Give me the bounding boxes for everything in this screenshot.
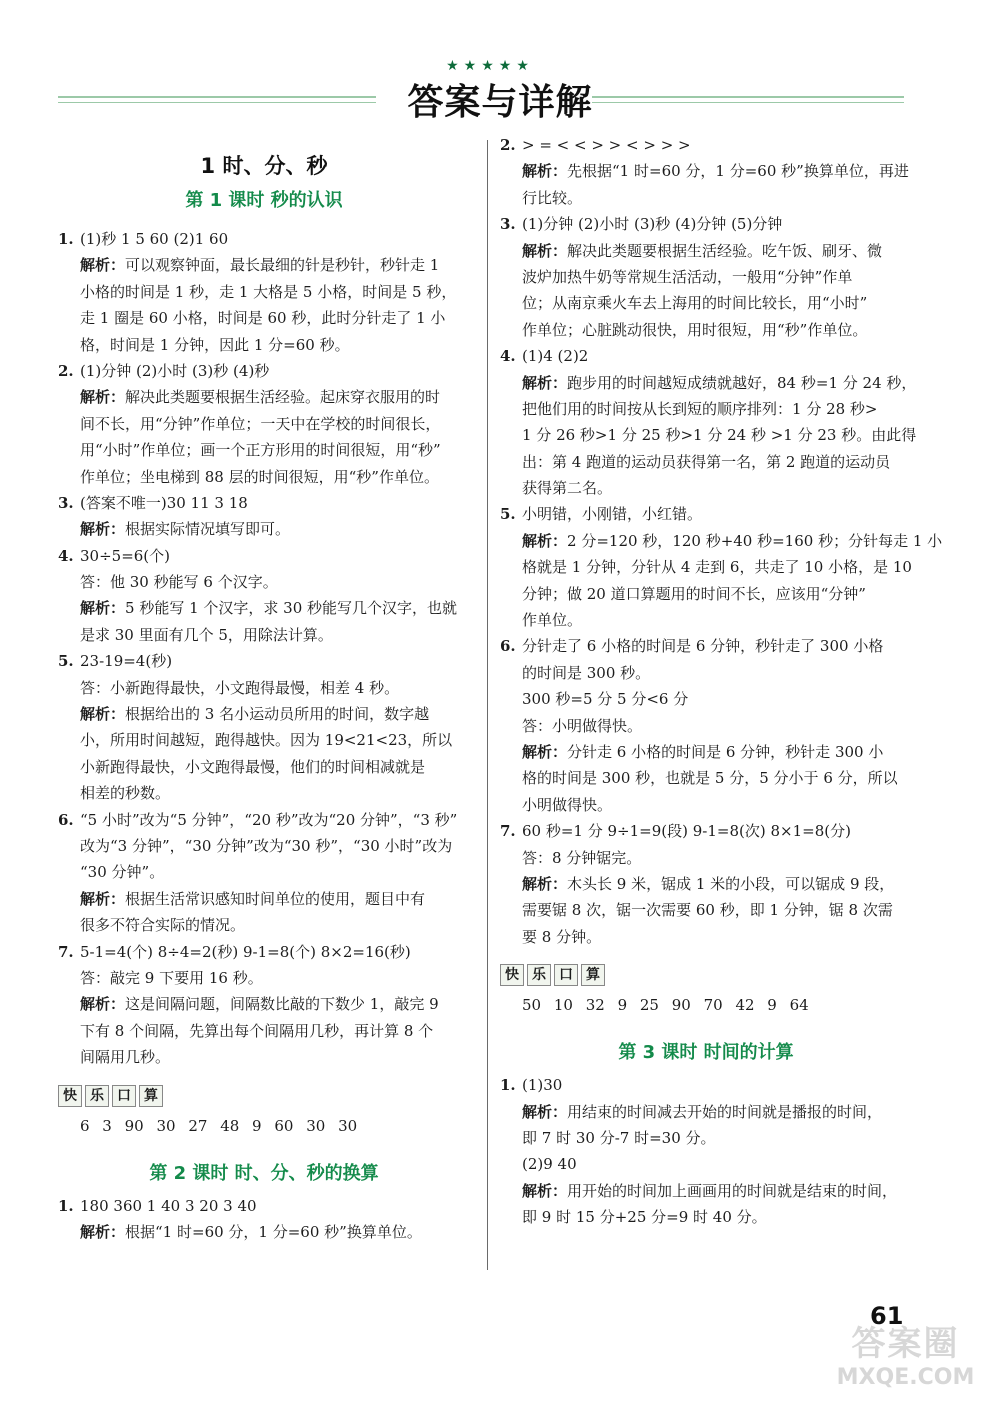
answer-item [500,633,912,818]
analysis-text: 需要锯 8 次，锯一次需要 60 秒，即 1 分钟，锯 8 次需 [522,901,893,920]
analysis-text: 分针走 6 小格的时间是 6 分钟，秒针走 300 小 [567,742,884,761]
answer-item [58,543,470,649]
page-header [0,0,1000,130]
answer-text: (答案不唯一)30 11 3 18 [80,493,248,512]
answer-text: 300 秒=5 分 5 分<6 分 [522,690,689,709]
mental-math-char: 乐 [527,964,551,986]
analysis-text: 间隔用几秒。 [80,1048,171,1067]
reply-text: 答：小新跑得最快，小文跑得最慢，相差 4 秒。 [80,678,400,697]
analysis-text: 出：第 4 跑道的运动员获得第一名，第 2 跑道的运动员 [522,452,891,471]
analysis-text: 波炉加热牛奶等常规生活活动，一般用“分钟”作单 [522,267,853,286]
item-number: 3. [500,215,516,234]
answer-item [500,1072,912,1230]
answer-text: 改为“3 分钟”，“30 分钟”改为“30 秒”，“30 小时”改为 [80,836,453,855]
analysis-text: 位；从南京乘火车去上海用的时间比较长，用“小时” [522,294,868,313]
answer-item [500,343,917,501]
item-number: 2. [500,136,516,154]
answer-text: (2)9 40 [522,1155,577,1174]
answer-text: 小明错，小刚错，小红错。 [522,505,703,524]
watermark-url: MXQE.COM [836,1365,975,1390]
mental-math-heading [58,1081,470,1111]
analysis-text: 走 1 圈是 60 小格，时间是 60 秒，此时分针走了 1 小 [80,309,446,328]
analysis-text: 把他们用的时间按从长到短的顺序排列：1 分 28 秒> [522,399,878,418]
mental-math-answers: 6 3 90 30 27 48 9 60 30 30 [80,1116,358,1135]
header-rule-right-2 [592,102,904,103]
reply-text: 答：他 30 秒能写 6 个汉字。 [80,573,278,592]
analysis-label: 解析： [522,1102,568,1121]
header-rule-right [592,96,904,98]
lesson-title: 第 3 课时 时间的计算 [618,1042,794,1064]
answer-text: (1)30 [522,1076,563,1095]
mental-math-char: 算 [581,964,605,986]
answer-item [58,226,470,358]
analysis-text: 小，所用时间越短，跑得越快。因为 19<21<23，所以 [80,731,453,750]
right-column [500,132,943,1230]
mental-math-char: 算 [139,1085,163,1107]
analysis-text: 用开始的时间加上画画用的时间就是结束的时间， [567,1181,898,1200]
answer-text: (1)4 (2)2 [522,347,589,366]
answer-text: (1)分钟 (2)小时 (3)秒 (4)秒 [80,361,270,380]
answer-text: 5-1=4(个) 8÷4=2(秒) 9-1=8(个) 8×2=16(秒) [80,942,411,961]
page-title: 答案与详解 [407,82,593,123]
analysis-text: 即 7 时 30 分-7 时=30 分。 [522,1128,716,1147]
analysis-text: 跑步用的时间越短成绩就越好，84 秒=1 分 24 秒， [567,373,917,392]
analysis-label: 解析： [80,599,126,618]
item-number: 1. [58,230,74,248]
analysis-label: 解析： [80,705,126,724]
mental-math-char: 口 [112,1085,136,1107]
item-number: 5. [58,652,74,671]
answer-text: “30 分钟”。 [80,863,165,882]
analysis-text: 要 8 分钟。 [522,927,602,946]
analysis-text: 用结束的时间减去开始的时间就是播报的时间， [567,1102,883,1121]
item-number: 5. [500,505,516,524]
analysis-text: 即 9 时 15 分+25 分=9 时 40 分。 [522,1208,767,1227]
watermark [818,1316,993,1396]
analysis-label: 解析： [522,162,568,181]
analysis-text: 分钟；做 20 道口算题用的时间不长，应该用“分钟” [522,584,866,603]
item-number: 2. [58,361,74,380]
analysis-label: 解析： [80,1222,126,1241]
analysis-label: 解析： [522,531,568,550]
analysis-text: 先根据“1 时=60 分，1 分=60 秒”换算单位，再进 [567,162,909,181]
item-number: 7. [500,822,516,841]
analysis-text: 解决此类题要根据生活经验。起床穿衣服用的时 [125,388,441,407]
analysis-label: 解析： [522,742,568,761]
mental-math-char: 快 [58,1085,82,1107]
analysis-text: 5 秒能写 1 个汉字，求 30 秒能写几个汉字，也就 [125,599,458,618]
analysis-label: 解析： [80,256,126,275]
analysis-text: 小格的时间是 1 秒，走 1 大格是 5 小格，时间是 5 秒， [80,282,457,301]
analysis-text: 作单位；心脏跳动很快，用时很短，用“秒”作单位。 [522,320,868,339]
item-number: 1. [58,1196,74,1215]
header-rule-left [58,96,376,98]
analysis-text: 根据生活常识感知时间单位的使用，题目中有 [125,889,426,908]
answer-text: 的时间是 300 秒。 [522,663,651,682]
item-number: 1. [500,1076,516,1095]
analysis-label: 解析： [80,388,126,407]
analysis-text: 作单位。 [522,611,583,630]
answer-item [500,818,912,950]
answer-text: 60 秒=1 分 9÷1=9(段) 9-1=8(次) 8×1=8(分) [522,822,851,841]
analysis-text: 可以观察钟面，最长最细的针是秒针，秒针走 1 [125,256,440,275]
answer-item [58,1193,470,1246]
analysis-text: 行比较。 [522,188,583,207]
mental-math-char: 口 [554,964,578,986]
analysis-text: 获得第二名。 [522,479,613,498]
header-rule-left-2 [58,102,376,103]
answer-item [500,132,912,211]
answer-text: “5 小时”改为“5 分钟”，“20 秒”改为“20 分钟”，“3 秒” [80,810,458,829]
answer-text: 分针走了 6 小格的时间是 6 分钟，秒针走了 300 小格 [522,637,884,656]
column-divider [487,140,488,1270]
analysis-text: 小新跑得最快，小文跑得最慢，他们的时间相减就是 [80,757,426,776]
reply-text: 答：8 分钟锯完。 [522,848,642,867]
spacer [500,1020,912,1034]
lesson-title: 第 1 课时 秒的认识 [185,190,343,211]
page-number: 61 [870,1302,904,1330]
item-number: 7. [58,942,74,961]
analysis-label: 解析： [522,373,568,392]
answer-text: (1)分钟 (2)小时 (3)秒 (4)分钟 (5)分钟 [522,215,783,234]
analysis-text: 格，时间是 1 分钟，因此 1 分=60 秒。 [80,335,350,354]
analysis-text: 根据给出的 3 名小运动员所用的时间，数字越 [125,705,430,724]
analysis-text: 木头长 9 米，锯成 1 米的小段，可以锯成 9 段， [567,874,895,893]
analysis-text: 小明做得快。 [522,795,613,814]
analysis-text: 根据实际情况填写即可。 [125,520,291,539]
item-number: 4. [58,546,74,565]
stars-decoration: ★★★★★ [446,58,534,74]
analysis-label: 解析： [80,520,126,539]
item-number: 6. [58,810,74,829]
item-number: 4. [500,347,516,366]
spacer [58,1071,470,1081]
analysis-text: 2 分=120 秒，120 秒+40 秒=160 秒；分针每走 1 小 [567,531,943,550]
lesson-title: 第 2 课时 时、分、秒的换算 [149,1162,379,1184]
item-number: 3. [58,493,74,512]
answer-item [500,501,943,633]
answer-item [58,490,470,543]
analysis-text: 下有 8 个间隔，先算出每个间隔用几秒，再计算 8 个 [80,1021,434,1040]
mental-math-char: 乐 [85,1085,109,1107]
item-number: 6. [500,637,516,656]
chapter-title: 1 时、分、秒 [200,154,328,178]
answer-item [58,939,470,1071]
analysis-text: 很多不符合实际的情况。 [80,916,246,935]
analysis-text: 这是间隔问题，间隔数比敲的下数少 1，敲完 9 [125,995,439,1014]
answer-text: 30÷5=6(个) [80,546,171,565]
analysis-text: 格就是 1 分钟，分针从 4 走到 6，共走了 10 小格，是 10 [522,558,912,577]
analysis-text: 间不长，用“分钟”作单位；一天中在学校的时间很长， [80,414,441,433]
spacer [500,950,912,960]
analysis-label: 解析： [522,241,568,260]
analysis-text: 用“小时”作单位；画一个正方形用的时间很短，用“秒” [80,441,441,460]
analysis-label: 解析： [522,874,568,893]
analysis-text: 是求 30 里面有几个 5，用除法计算。 [80,625,333,644]
analysis-text: 1 分 26 秒>1 分 25 秒>1 分 24 秒 >1 分 23 秒。由此得 [522,426,917,445]
analysis-text: 相差的秒数。 [80,784,171,803]
answer-item [58,358,470,490]
mental-math-answers: 50 10 32 9 25 90 70 42 9 64 [522,996,809,1015]
analysis-label: 解析： [80,995,126,1014]
analysis-label: 解析： [80,889,126,908]
watermark-logo-text: 答案圈 [851,1324,960,1364]
left-column [58,150,470,1245]
analysis-text: 根据“1 时=60 分，1 分=60 秒”换算单位。 [125,1222,422,1241]
answer-item [500,211,912,343]
mental-math-heading [500,960,912,990]
reply-text: 答：小明做得快。 [522,716,643,735]
answer-item [58,648,470,806]
analysis-text: 作单位；坐电梯到 88 层的时间很短，用“秒”作单位。 [80,467,439,486]
spacer [58,1141,470,1155]
analysis-label: 解析： [522,1181,568,1200]
answer-text: (1)秒 1 5 60 (2)1 60 [80,230,229,248]
answer-text: 23-19=4(秒) [80,652,173,671]
answer-item [58,807,470,939]
answer-text: 180 360 1 40 3 20 3 40 [80,1196,257,1215]
mental-math-char: 快 [500,964,524,986]
analysis-text: 解决此类题要根据生活经验。吃午饭、刷牙、微 [567,241,883,260]
answer-text: > = < < > > < > > > [522,136,691,154]
analysis-text: 格的时间是 300 秒，也就是 5 分，5 分小于 6 分，所以 [522,769,898,788]
reply-text: 答：敲完 9 下要用 16 秒。 [80,968,263,987]
